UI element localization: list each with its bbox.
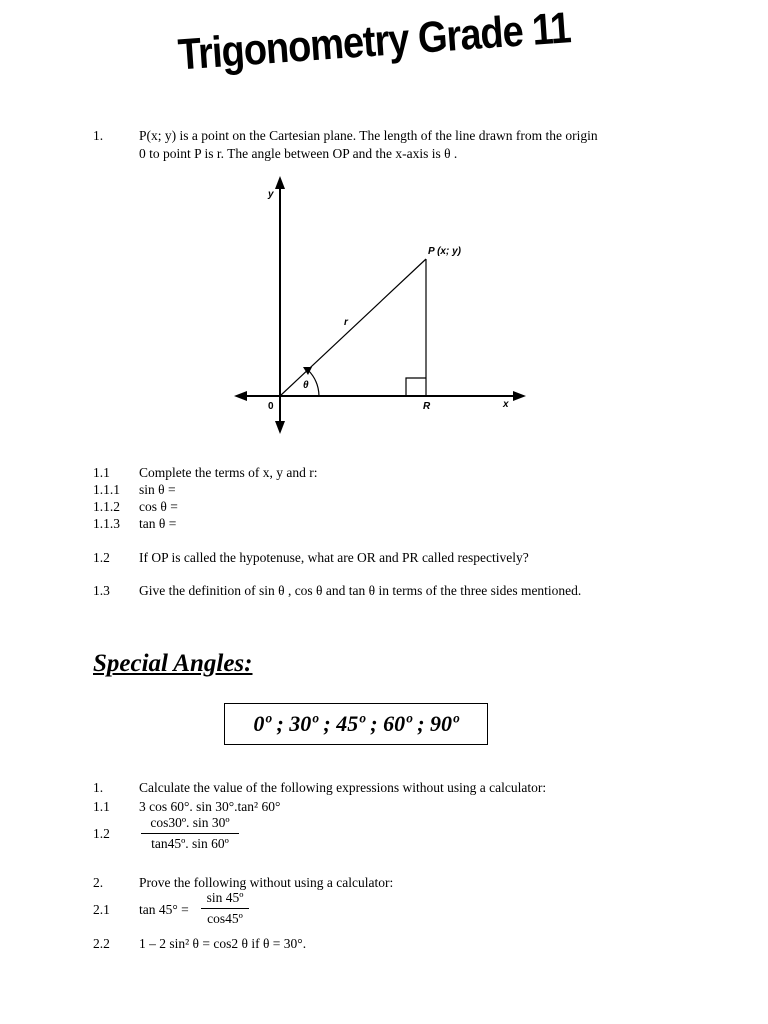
s2-2-number: 2.2 xyxy=(93,936,110,951)
s2-1-lhs: tan 45° = xyxy=(139,902,189,917)
page-title: Trigonometry Grade 11 xyxy=(176,4,572,80)
point-r-label: R xyxy=(423,401,431,412)
s2-1-fraction xyxy=(201,890,249,927)
q1-1-number: 1.1 xyxy=(93,465,110,480)
s2-1-number: 2.1 xyxy=(93,902,110,917)
origin-label: 0 xyxy=(268,401,274,412)
q1-2-number: 1.2 xyxy=(93,550,110,565)
theta-arc xyxy=(308,370,319,396)
special-angles-box xyxy=(224,703,488,745)
fraction-bar xyxy=(141,833,239,834)
q1-3-text: Give the definition of sin θ , cos θ and tan θ in terms of the three sides mentioned. xyxy=(139,583,582,598)
x-axis-label: x xyxy=(503,399,509,410)
fraction-bar xyxy=(201,908,249,909)
q1-2-text: If OP is called the hypotenuse, what are OR and PR called respectively? xyxy=(139,550,529,565)
q1-line2: 0 to point P is r. The angle between OP and the x-axis is θ . xyxy=(139,146,458,161)
q1-1-1-text: sin θ = xyxy=(139,482,176,497)
r-label: r xyxy=(344,317,348,328)
y-axis-label: y xyxy=(268,189,274,200)
s1-1-number: 1.1 xyxy=(93,799,110,814)
special-angles-heading: Special Angles: xyxy=(93,650,253,677)
s2-2-text: 1 – 2 sin² θ = cos2 θ if θ = 30°. xyxy=(139,936,307,951)
cartesian-diagram xyxy=(230,172,530,437)
q1-line1: P(x; y) is a point on the Cartesian plane. The length of the line drawn from the origin xyxy=(139,128,598,143)
line-op xyxy=(280,259,426,396)
q1-1-1-number: 1.1.1 xyxy=(93,482,120,497)
y-axis-arrow-up xyxy=(275,176,285,189)
q1-1-2-text: cos θ = xyxy=(139,499,178,514)
q1-1-3-number: 1.1.3 xyxy=(93,516,120,531)
x-axis-arrow-left xyxy=(234,391,247,401)
point-p-label: P (x; y) xyxy=(428,246,461,257)
x-axis-arrow-right xyxy=(513,391,526,401)
s2-1-numerator: sin 45º xyxy=(206,890,244,905)
s2-number: 2. xyxy=(93,875,104,890)
theta-label: θ xyxy=(303,380,309,391)
s1-1-text: 3 cos 60°. sin 30°.tan² 60° xyxy=(139,799,281,814)
s1-2-numerator: cos30º. sin 30º xyxy=(150,815,230,830)
q1-number: 1. xyxy=(93,128,104,143)
s2-text: Prove the following without using a calculator: xyxy=(139,875,394,890)
s1-2-number: 1.2 xyxy=(93,826,110,841)
s2-1-denominator: cos45º xyxy=(207,911,243,926)
special-angles-list: 0º ; 30º ; 45º ; 60º ; 90º xyxy=(253,711,459,736)
q1-1-text: Complete the terms of x, y and r: xyxy=(139,465,318,480)
q1-3-number: 1.3 xyxy=(93,583,110,598)
s1-text: Calculate the value of the following expressions without using a calculator: xyxy=(139,780,547,795)
s1-2-denominator: tan45º. sin 60º xyxy=(151,836,229,851)
right-angle-marker xyxy=(406,378,426,396)
s1-2-fraction xyxy=(141,815,239,852)
s1-number: 1. xyxy=(93,780,104,795)
y-axis-arrow-down xyxy=(275,421,285,434)
q1-1-3-text: tan θ = xyxy=(139,516,177,531)
q1-1-2-number: 1.1.2 xyxy=(93,499,120,514)
